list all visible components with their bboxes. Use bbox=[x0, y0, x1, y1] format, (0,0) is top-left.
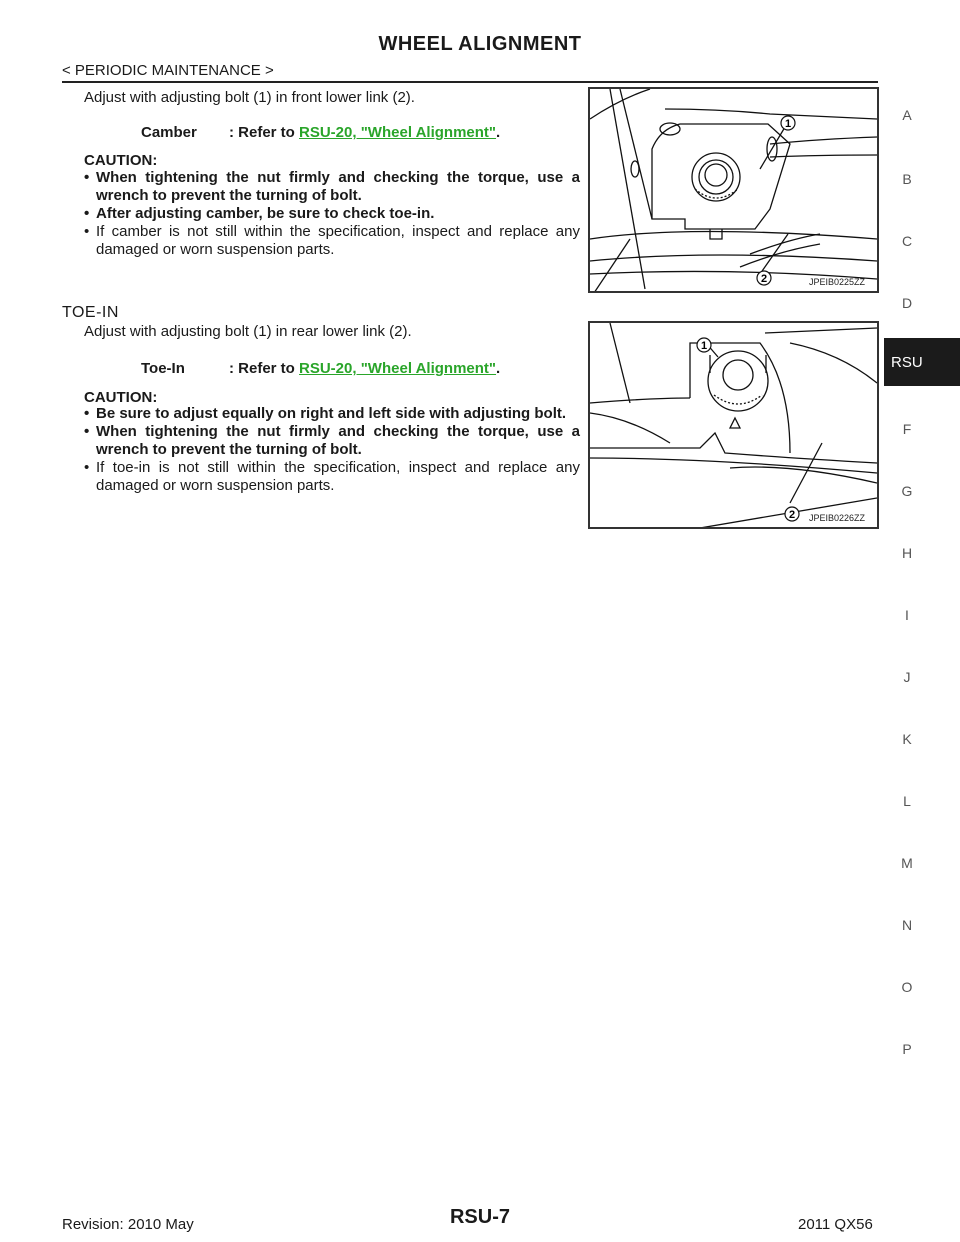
side-index-letter[interactable]: G bbox=[901, 483, 913, 499]
side-index-letter[interactable]: J bbox=[903, 669, 911, 685]
toe-in-spec-label: Toe-In bbox=[141, 360, 185, 377]
list-item: • When tightening the nut firmly and checking the torque, use a wrench to prevent the turning of bolt. bbox=[84, 423, 580, 459]
camber-spec-refer: : Refer to bbox=[229, 124, 300, 141]
toe-in-caution-label: CAUTION: bbox=[84, 389, 158, 406]
side-index-letter[interactable]: I bbox=[905, 607, 909, 623]
rear-lower-link-illustration bbox=[590, 323, 877, 527]
revision-date: Revision: 2010 May bbox=[62, 1216, 194, 1233]
side-index-letter[interactable]: O bbox=[901, 979, 913, 995]
camber-intro: Adjust with adjusting bolt (1) in front lower link (2). bbox=[84, 89, 415, 106]
section-path: < PERIODIC MAINTENANCE > bbox=[62, 62, 274, 79]
callout-1: 1 bbox=[700, 340, 708, 352]
side-index-letter[interactable]: C bbox=[901, 233, 913, 249]
side-index-letter[interactable]: F bbox=[902, 421, 912, 437]
camber-spec-end: . bbox=[496, 124, 501, 141]
list-item: • If toe-in is not still within the specification, inspect and replace any damaged or worn suspension parts. bbox=[84, 459, 580, 495]
camber-adjusting-bolt-figure bbox=[588, 87, 879, 293]
callout-1: 1 bbox=[784, 118, 792, 130]
vehicle-model: 2011 QX56 bbox=[798, 1216, 873, 1233]
callout-2: 2 bbox=[788, 509, 796, 521]
toe-in-heading: TOE-IN bbox=[62, 304, 119, 321]
toe-in-intro: Adjust with adjusting bolt (1) in rear lower link (2). bbox=[84, 323, 412, 340]
toe-in-spec-end: . bbox=[496, 360, 501, 377]
camber-spec-label: Camber bbox=[141, 124, 197, 141]
side-index-active-tab[interactable]: RSU bbox=[884, 338, 960, 386]
header-divider bbox=[62, 81, 878, 83]
camber-caution-list bbox=[84, 169, 580, 259]
toe-in-caution-list bbox=[84, 405, 580, 495]
camber-caution-label: CAUTION: bbox=[84, 152, 158, 169]
side-index-letter[interactable]: D bbox=[901, 295, 913, 311]
toe-in-spec-link[interactable]: RSU-20, "Wheel Alignment" bbox=[299, 360, 497, 377]
side-index-letter[interactable]: H bbox=[901, 545, 913, 561]
side-index-letter[interactable]: L bbox=[903, 793, 911, 809]
toe-in-spec-refer: : Refer to bbox=[229, 360, 300, 377]
camber-spec-link[interactable]: RSU-20, "Wheel Alignment" bbox=[299, 124, 497, 141]
figure-code: JPEIB0226ZZ bbox=[808, 513, 865, 523]
front-lower-link-illustration bbox=[590, 89, 877, 291]
page-title: WHEEL ALIGNMENT bbox=[378, 33, 582, 55]
callout-2: 2 bbox=[760, 273, 768, 285]
list-item: • Be sure to adjust equally on right and left side with adjusting bolt. bbox=[84, 405, 580, 423]
side-index-letter[interactable]: P bbox=[902, 1041, 912, 1057]
toe-in-adjusting-bolt-figure bbox=[588, 321, 879, 529]
list-item: • When tightening the nut firmly and checking the torque, use a wrench to prevent the turning of bolt. bbox=[84, 169, 580, 205]
side-index-letter[interactable]: A bbox=[902, 107, 912, 123]
side-index-letter[interactable]: N bbox=[901, 917, 913, 933]
camber-spec-reference bbox=[229, 124, 500, 141]
side-index-letter[interactable]: M bbox=[901, 855, 913, 871]
toe-in-spec-reference bbox=[229, 360, 500, 377]
figure-code: JPEIB0225ZZ bbox=[808, 277, 865, 287]
page-number: RSU-7 bbox=[449, 1206, 510, 1228]
list-item: • After adjusting camber, be sure to check toe-in. bbox=[84, 205, 580, 223]
side-index-letter[interactable]: K bbox=[902, 731, 912, 747]
side-index-letter[interactable]: B bbox=[902, 171, 912, 187]
list-item: • If camber is not still within the specification, inspect and replace any damaged or worn suspension parts. bbox=[84, 223, 580, 259]
